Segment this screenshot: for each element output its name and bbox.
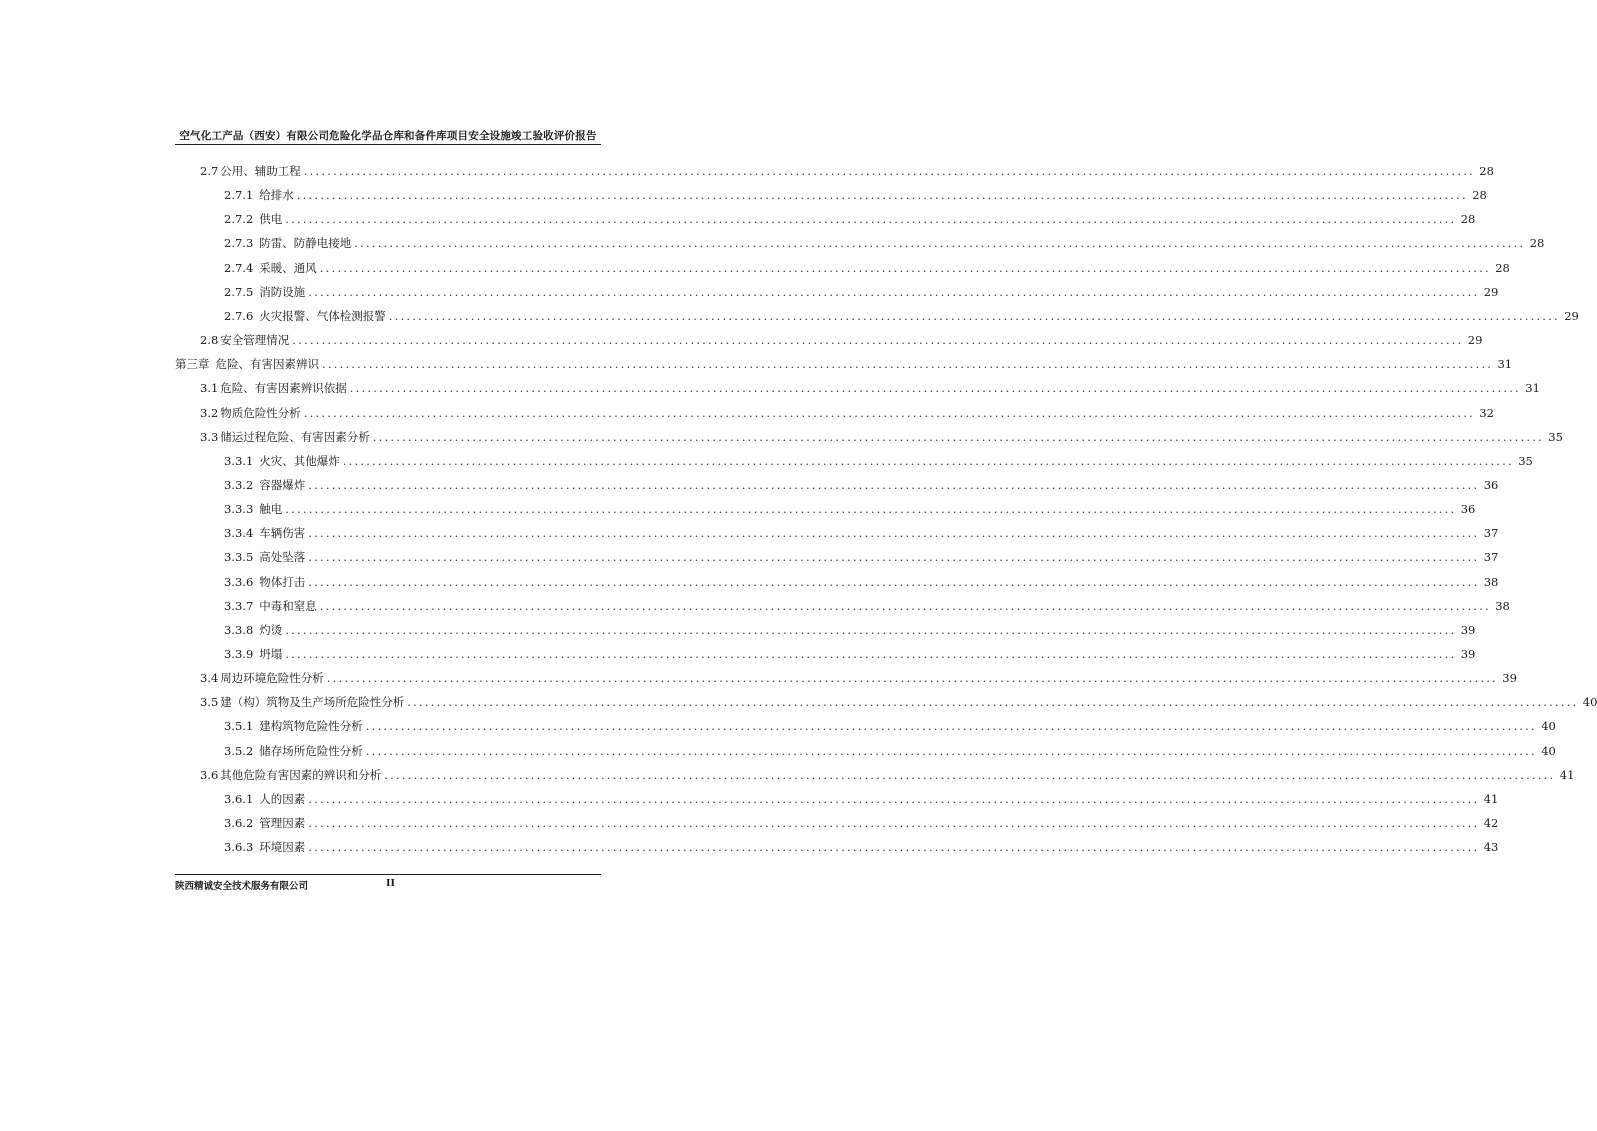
toc-entry — [224, 743, 1556, 759]
toc-entry — [224, 839, 1499, 855]
toc-entry-number: 3.5 — [200, 695, 219, 709]
toc-entry-page: 43 — [1483, 840, 1499, 854]
toc-leader-dots: ........................................................................................................................................................................................................ — [308, 840, 1480, 854]
toc-entry-title: 供电 — [259, 212, 283, 226]
toc-entry — [200, 767, 1575, 783]
toc-entry — [200, 163, 1494, 179]
toc-entry-page: 40 — [1582, 695, 1597, 709]
toc-entry-number: 3.3.7 — [224, 599, 254, 613]
toc-entry-title: 采暖、通风 — [259, 261, 317, 275]
toc-entry-number: 3.1 — [200, 381, 219, 395]
toc-entry-title: 火灾报警、气体检测报警 — [259, 309, 386, 323]
toc-entry-title: 防雷、防静电接地 — [259, 236, 352, 250]
toc-entry-title: 容器爆炸 — [259, 478, 306, 492]
toc-entry-number: 3.3.8 — [224, 623, 254, 637]
toc-leader-dots: ........................................................................................................................................................................................................ — [303, 406, 1475, 420]
toc-leader-dots: ........................................................................................................................................................................................................ — [372, 430, 1544, 444]
toc-leader-dots: ........................................................................................................................................................................................................ — [303, 164, 1475, 178]
toc-entry-number: 3.6.2 — [224, 816, 254, 830]
toc-entry — [224, 501, 1476, 517]
toc-entry — [224, 791, 1499, 807]
footer-company: 陕西精诚安全技术服务有限公司 — [175, 881, 309, 892]
toc-entry-title: 储运过程危险、有害因素分析 — [220, 430, 370, 444]
toc-entry-page: 31 — [1497, 357, 1513, 371]
toc-entry — [200, 380, 1540, 396]
toc-entry-number: 3.6.1 — [224, 792, 254, 806]
toc-leader-dots: ........................................................................................................................................................................................................ — [308, 478, 1480, 492]
toc-entry-number: 3.3.3 — [224, 502, 254, 516]
toc-entry — [224, 187, 1487, 203]
toc-entry-page: 38 — [1483, 575, 1499, 589]
toc-entry-number: 3.5.2 — [224, 744, 254, 758]
toc-entry-number: 2.7.3 — [224, 236, 254, 250]
toc-entry-number: 3.3.2 — [224, 478, 254, 492]
toc-entry-number: 3.3.4 — [224, 526, 254, 540]
toc-entry-page: 38 — [1495, 599, 1510, 613]
toc-leader-dots: ........................................................................................................................................................................................................ — [342, 454, 1514, 468]
toc-entry — [224, 453, 1533, 469]
toc-leader-dots: ........................................................................................................................................................................................................ — [308, 285, 1480, 299]
footer-rule — [175, 874, 601, 875]
toc-entry-title: 触电 — [259, 502, 283, 516]
toc-entry — [200, 332, 1483, 348]
toc-entry-number: 2.7.1 — [224, 188, 254, 202]
toc-entry — [200, 429, 1563, 445]
toc-entry-page: 41 — [1559, 768, 1575, 782]
toc-entry-title: 高处坠落 — [259, 550, 306, 564]
toc-entry-page: 37 — [1483, 526, 1499, 540]
toc-entry-page: 40 — [1541, 744, 1556, 758]
toc-leader-dots: ........................................................................................................................................................................................................ — [308, 816, 1480, 830]
toc-leader-dots: ........................................................................................................................................................................................................ — [308, 526, 1480, 540]
toc-leader-dots: ........................................................................................................................................................................................................ — [326, 671, 1498, 685]
toc-leader-dots: ........................................................................................................................................................................................................ — [292, 333, 1464, 347]
toc-entry-title: 给排水 — [259, 188, 294, 202]
toc-entry-page: 36 — [1460, 502, 1476, 516]
toc-entry-number: 2.7 — [200, 164, 219, 178]
toc-entry — [224, 525, 1499, 541]
toc-entry — [224, 815, 1499, 831]
toc-entry — [200, 405, 1494, 421]
toc-entry-number: 3.2 — [200, 406, 219, 420]
toc-entry — [224, 284, 1499, 300]
toc-entry-title: 公用、辅助工程 — [220, 164, 301, 178]
toc-entry-title: 危险、有害因素辨识 — [215, 357, 319, 371]
toc-leader-dots: ........................................................................................................................................................................................................ — [384, 768, 1556, 782]
toc-entry — [224, 260, 1510, 276]
toc-entry — [224, 574, 1499, 590]
toc-entry-page: 42 — [1483, 816, 1499, 830]
toc-entry-title: 管理因素 — [259, 816, 306, 830]
toc-entry-number: 3.6 — [200, 768, 219, 782]
toc-entry-number: 3.6.3 — [224, 840, 254, 854]
toc-entry-title: 危险、有害因素辨识依据 — [220, 381, 347, 395]
toc-entry-number: 3.3.6 — [224, 575, 254, 589]
toc-entry-title: 火灾、其他爆炸 — [259, 454, 340, 468]
toc-entry-number: 2.7.4 — [224, 261, 254, 275]
toc-entry-page: 29 — [1564, 309, 1579, 323]
toc-entry-number: 3.3.9 — [224, 647, 254, 661]
toc-entry — [175, 356, 1513, 372]
toc-entry-page: 28 — [1472, 188, 1487, 202]
toc-entry-page: 35 — [1548, 430, 1563, 444]
toc-entry-page: 39 — [1460, 647, 1476, 661]
toc-entry-page: 28 — [1495, 261, 1510, 275]
toc-leader-dots: ........................................................................................................................................................................................................ — [322, 357, 1494, 371]
toc-entry-number: 3.4 — [200, 671, 219, 685]
toc-entry — [224, 549, 1499, 565]
document-header-title: 空气化工产品（西安）有限公司危险化学品仓库和备件库项目安全设施竣工验收评价报告 — [179, 130, 597, 142]
toc-leader-dots: ........................................................................................................................................................................................................ — [319, 599, 1491, 613]
toc-leader-dots: ........................................................................................................................................................................................................ — [296, 188, 1468, 202]
toc-entry-number: 3.3.1 — [224, 454, 254, 468]
toc-entry-number: 3.3.5 — [224, 550, 254, 564]
toc-leader-dots: ........................................................................................................................................................................................................ — [285, 502, 1457, 516]
toc-entry-page: 32 — [1479, 406, 1494, 420]
toc-entry-title: 周边环境危险性分析 — [220, 671, 324, 685]
toc-entry-title: 建（构）筑物及生产场所危险性分析 — [220, 695, 405, 709]
toc-leader-dots: ........................................................................................................................................................................................................ — [407, 695, 1579, 709]
toc-entry-title: 中毒和窒息 — [259, 599, 317, 613]
toc-entry-title: 人的因素 — [259, 792, 306, 806]
toc-entry-number: 3.5.1 — [224, 719, 254, 733]
toc-entry — [200, 694, 1597, 710]
toc-entry-title: 环境因素 — [259, 840, 306, 854]
toc-entry-title: 储存场所危险性分析 — [259, 744, 363, 758]
toc-entry-page: 35 — [1518, 454, 1533, 468]
toc-entry-page: 39 — [1502, 671, 1517, 685]
toc-entry-page: 39 — [1460, 623, 1476, 637]
toc-leader-dots: ........................................................................................................................................................................................................ — [285, 212, 1457, 226]
toc-entry — [224, 477, 1499, 493]
toc-entry — [224, 622, 1476, 638]
toc-entry-page: 40 — [1541, 719, 1556, 733]
toc-entry-page: 28 — [1460, 212, 1476, 226]
toc-entry-page: 36 — [1483, 478, 1499, 492]
toc-entry-page: 37 — [1483, 550, 1499, 564]
toc-entry-title: 车辆伤害 — [259, 526, 306, 540]
toc-leader-dots: ........................................................................................................................................................................................................ — [319, 261, 1491, 275]
toc-entry-page: 29 — [1467, 333, 1483, 347]
toc-entry-title: 坍塌 — [259, 647, 283, 661]
toc-leader-dots: ........................................................................................................................................................................................................ — [365, 744, 1537, 758]
toc-entry — [224, 235, 1545, 251]
toc-entry-number: 2.7.2 — [224, 212, 254, 226]
toc-entry-title: 物质危险性分析 — [220, 406, 301, 420]
toc-entry-number: 3.3 — [200, 430, 219, 444]
toc-entry-title: 灼烫 — [259, 623, 283, 637]
toc-entry-title: 其他危险有害因素的辨识和分析 — [220, 768, 382, 782]
toc-entry — [200, 670, 1517, 686]
toc-leader-dots: ........................................................................................................................................................................................................ — [354, 236, 1526, 250]
toc-entry-number: 第三章 — [175, 357, 210, 371]
toc-leader-dots: ........................................................................................................................................................................................................ — [285, 623, 1457, 637]
toc-leader-dots: ........................................................................................................................................................................................................ — [349, 381, 1521, 395]
toc-leader-dots: ........................................................................................................................................................................................................ — [308, 550, 1480, 564]
toc-entry-page: 41 — [1483, 792, 1499, 806]
toc-entry-page: 29 — [1483, 285, 1499, 299]
footer-page-number: II — [386, 878, 395, 889]
toc-leader-dots: ........................................................................................................................................................................................................ — [308, 792, 1480, 806]
toc-entry-page: 31 — [1525, 381, 1540, 395]
toc-leader-dots: ........................................................................................................................................................................................................ — [285, 647, 1457, 661]
toc-entry-title: 物体打击 — [259, 575, 306, 589]
toc-entry-number: 2.7.5 — [224, 285, 254, 299]
toc-entry-number: 2.7.6 — [224, 309, 254, 323]
toc-entry — [224, 308, 1579, 324]
toc-entry — [224, 718, 1556, 734]
toc-entry-title: 安全管理情况 — [220, 333, 290, 347]
toc-entry-number: 2.8 — [200, 333, 219, 347]
toc-leader-dots: ........................................................................................................................................................................................................ — [388, 309, 1560, 323]
toc-leader-dots: ........................................................................................................................................................................................................ — [308, 575, 1480, 589]
toc-entry-title: 消防设施 — [259, 285, 306, 299]
toc-entry — [224, 646, 1476, 662]
toc-entry-page: 28 — [1529, 236, 1545, 250]
toc-entry — [224, 598, 1510, 614]
toc-entry-title: 建构筑物危险性分析 — [259, 719, 363, 733]
toc-entry — [224, 211, 1476, 227]
toc-entry-page: 28 — [1479, 164, 1494, 178]
toc-leader-dots: ........................................................................................................................................................................................................ — [365, 719, 1537, 733]
